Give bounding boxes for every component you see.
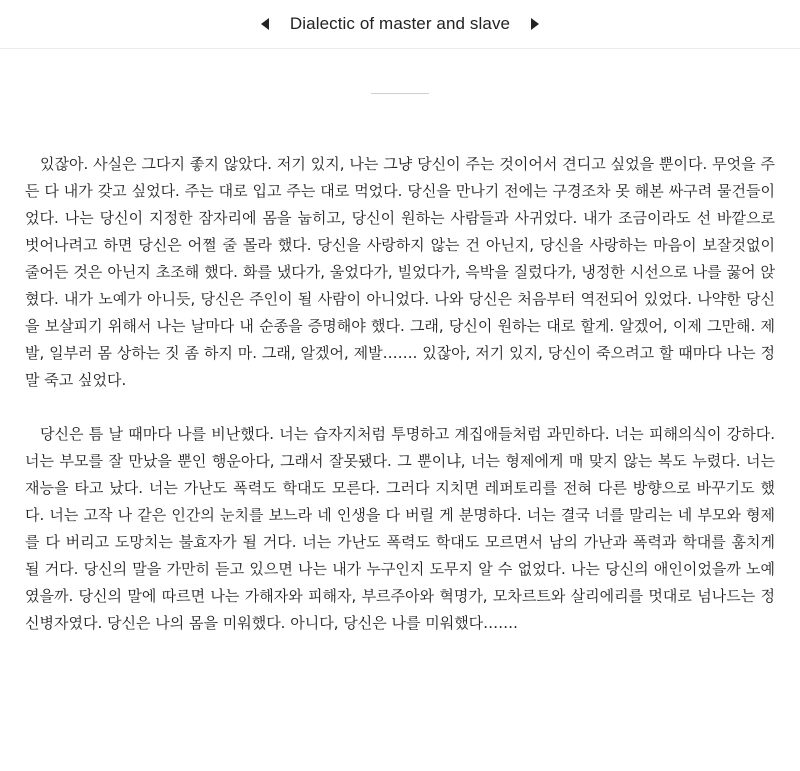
paragraph-2: 당신은 틈 날 때마다 나를 비난했다. 너는 습자지처럼 투명하고 계집애들처럼 과민하다. 너는 피해의식이 강하다. 너는 부모를 잘 만났을 뿐인 행운아다, 그래서 잘못됐다. 그 뿐이냐, 너는 형제에게 매 맞지 않는 복도 누렸다. 너는 재능을 타고 났다. 너는 가난도 폭력도 학대도 모른다. 그러다 지치면 레퍼토리를 전혀 다른 방향으로 바꾸기도 했다. 너는 고작 나 같은 인간의 눈치를 보느라 네 인생을 다 버릴 게 분명하다. 너는 결국 너를 말리는 네 부모와 형제를 다 버리고 도망치는 불효자가 될 거다. 너는 가난도 폭력도 학대도 모르면서 남의 가난과 폭력과 학대를 훔치게 될 거다. 당신의 말을 가만히 듣고 있으면 나는 내가 누구인지 도무지 알 수 없었다. 나는 당신의 애인이었을까 노예였을까. 당신의 말에 따르면 나는 가해자와 피해자, 부르주아와 혁명가, 모차르트와 살리에리를 멋대로 넘나드는 정신병자였다. 당신은 나의 몸을 미워했다. 아니다, 당신은 나를 미워했다……. (25, 425, 775, 632)
page-title: Dialectic of master and slave (289, 14, 511, 33)
article-body (25, 94, 775, 637)
top-navigation-bar (0, 0, 800, 49)
triangle-left-icon[interactable] (254, 13, 276, 35)
triangle-right-icon[interactable] (524, 13, 546, 35)
paragraph-1: 있잖아. 사실은 그다지 좋지 않았다. 저기 있지, 나는 그냥 당신이 주는 것이어서 견디고 싶었을 뿐이다. 무엇을 주든 다 내가 갖고 싶었다. 주는 대로 입고 주는 대로 먹었다. 당신을 만나기 전에는 구경조차 못 해본 싸구려 물건들이었다. 나는 당신이 지정한 잠자리에 몸을 눕히고, 당신이 원하는 사람들과 사귀었다. 내가 조금이라도 선 바깥으로 벗어나려고 하면 당신은 어쩔 줄 몰라 했다. 당신을 사랑하지 않는 건 아닌지, 당신을 사랑하는 마음이 보잘것없이 줄어든 것은 아닌지 초조해 했다. 화를 냈다가, 울었다가, 빌었다가, 윽박을 질렀다가, 냉정한 시선으로 나를 꿇어 앉혔다. 내가 노예가 아니듯, 당신은 주인이 될 사람이 아니었다. 나와 당신은 처음부터 역전되어 있었다. 나약한 당신을 보살피기 위해서 나는 날마다 내 순종을 증명해야 했다. 그래, 당신이 원하는 대로 할게. 알겠어, 이제 그만해. 제발, 일부러 몸 상하는 짓 좀 하지 마. 그래, 알겠어, 제발……. 있잖아, 저기 있지, 당신이 죽으려고 할 때마다 나는 정말 죽고 싶었다. (25, 155, 775, 389)
